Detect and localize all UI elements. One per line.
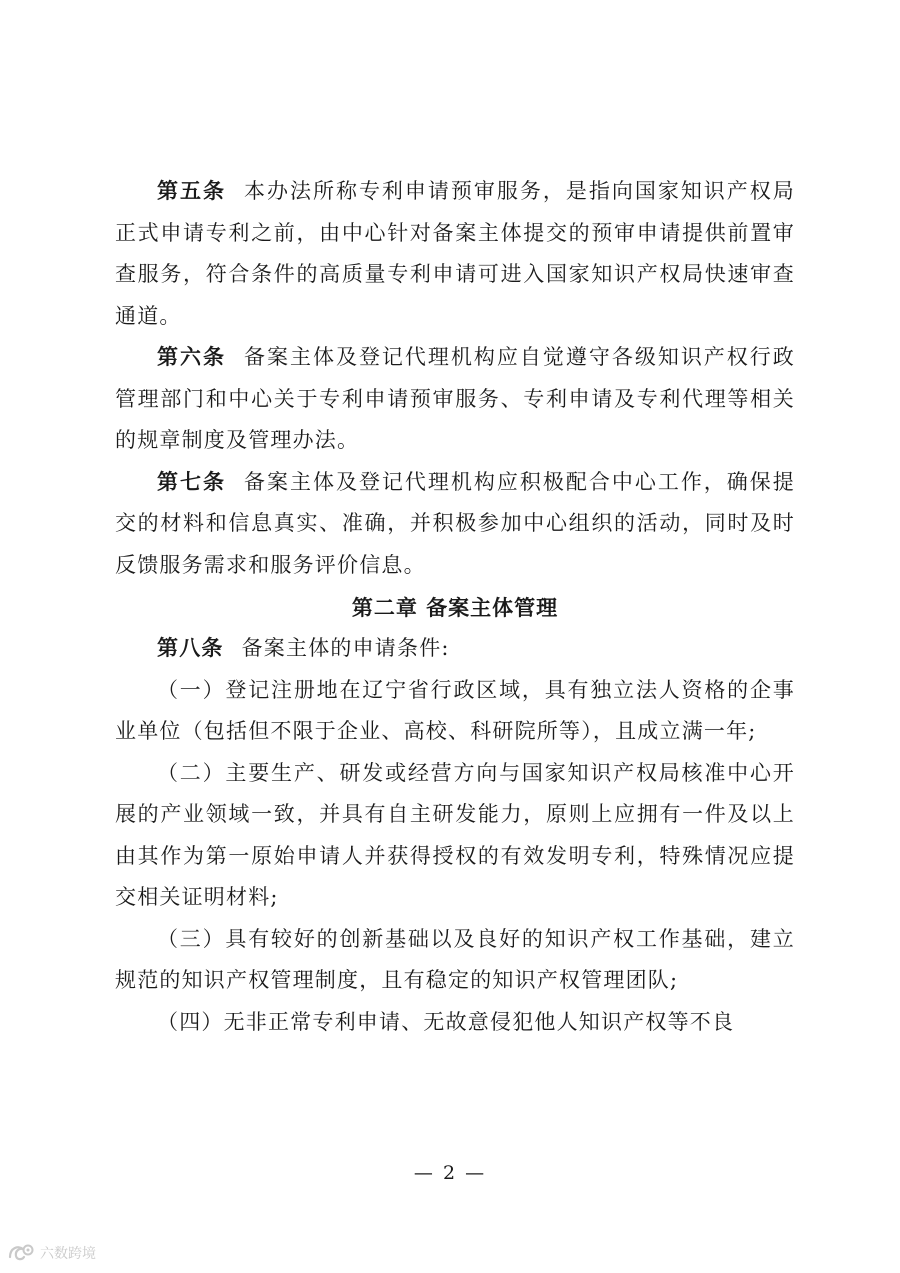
brand-logo-icon xyxy=(6,1242,36,1264)
chapter-heading: 第二章 备案主体管理 xyxy=(351,596,559,620)
condition-item: （二）主要生产、研发或经营方向与国家知识产权局核准中心开展的产业领域一致，并具有自主研发能力，原则上应拥有一件及以上由其作为第一原始申请人并获得授权的有效发明专利，特殊情况应提交相关证明材料; xyxy=(115,760,795,909)
condition-item: （三）具有较好的创新基础以及良好的知识产权工作基础，建立规范的知识产权管理制度，且有稳定的知识产权管理团队; xyxy=(115,926,795,992)
article-label: 第八条 xyxy=(157,636,224,660)
watermark-text: 六数跨境 xyxy=(40,1246,96,1262)
article-label: 第五条 xyxy=(157,179,226,203)
article-text: 备案主体及登记代理机构应积极配合中心工作，确保提交的材料和信息真实、准确，并积极参加中心组织的活动，同时及时反馈服务需求和服务评价信息。 xyxy=(115,469,795,577)
article-7 xyxy=(115,462,795,587)
watermark xyxy=(6,1240,96,1266)
article-text: 本办法所称专利申请预审服务，是指向国家知识产权局正式申请专利之前，由中心针对备案主体提交的预审申请提供前置审查服务，符合条件的高质量专利申请可进入国家知识产权局快速审查通道。 xyxy=(115,179,795,328)
condition-item: （四）无非正常专利申请、无故意侵犯他人知识产权等不良 xyxy=(157,1009,735,1034)
article-text: 备案主体及登记代理机构应自觉遵守各级知识产权行政管理部门和中心关于专利申请预审服务、专利申请及专利代理等相关的规章制度及管理办法。 xyxy=(115,345,795,452)
article-label: 第七条 xyxy=(157,469,226,494)
article-5 xyxy=(115,171,795,337)
document-body xyxy=(115,171,795,1043)
article-8 xyxy=(115,628,795,670)
page-number: — 2 — xyxy=(413,1162,487,1184)
condition-item: （一）登记注册地在辽宁省行政区域，具有独立法人资格的企事业单位（包括但不限于企业、高校、科研院所等），且成立满一年; xyxy=(115,677,795,743)
article-6 xyxy=(115,337,795,462)
article-label: 第六条 xyxy=(157,345,226,369)
article-text: 备案主体的申请条件: xyxy=(241,636,450,660)
